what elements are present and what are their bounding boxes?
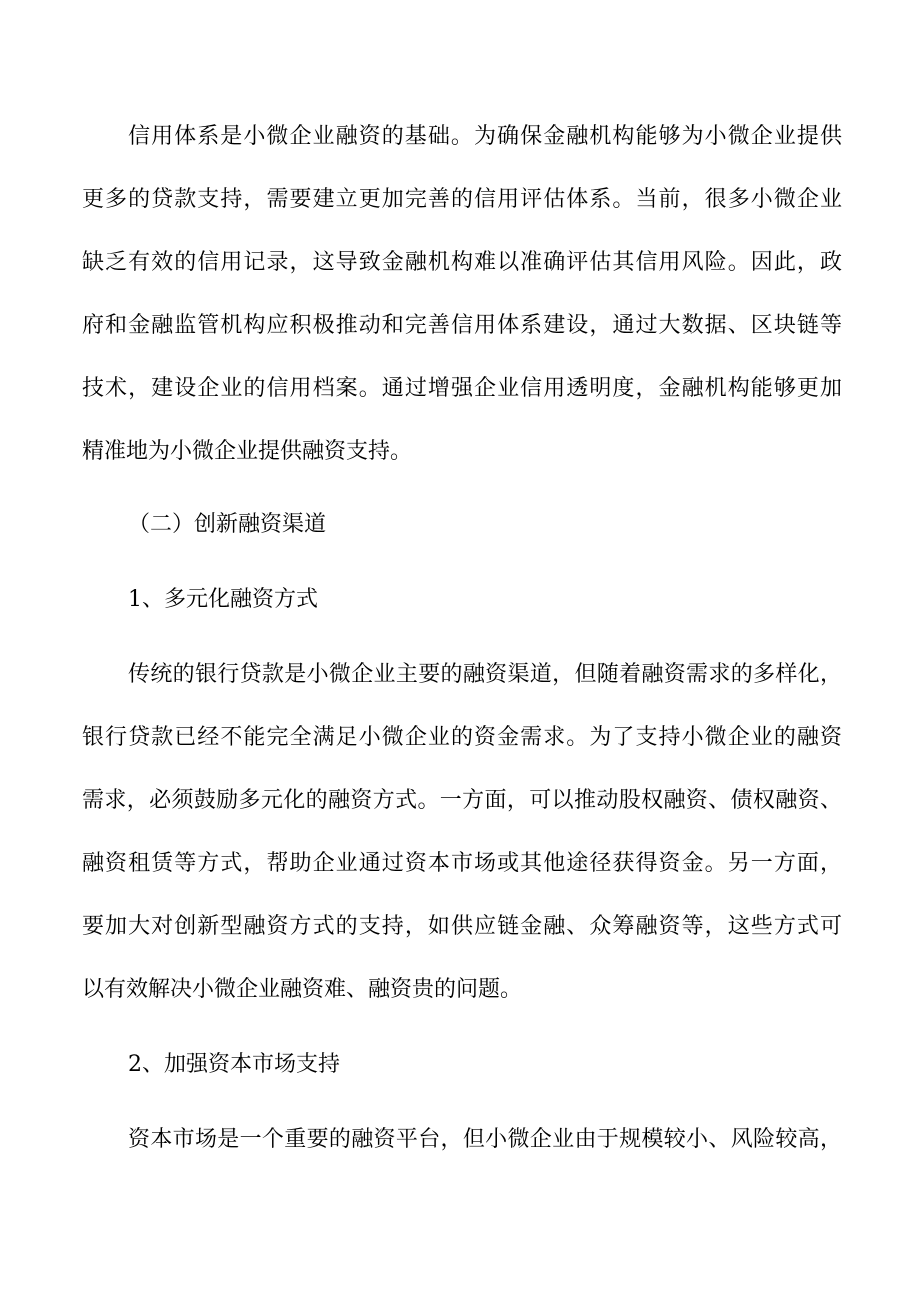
paragraph-1-line-3: 缺乏有效的信用记录，这导致金融机构难以准确评估其信用风险。因此，政 (82, 250, 842, 275)
paragraph-2-line-4: 融资租赁等方式，帮助企业通过资本市场或其他途径获得资金。另一方面， (82, 851, 842, 876)
paragraph-1-line-1: 信用体系是小微企业融资的基础。为确保金融机构能够为小微企业提供 (128, 124, 842, 149)
subheading-2: 2、加强资本市场支持 (128, 1052, 340, 1077)
section-heading: （二）创新融资渠道 (128, 512, 327, 537)
subheading-1: 1、多元化融资方式 (128, 587, 318, 612)
paragraph-2-line-2: 银行贷款已经不能完全满足小微企业的资金需求。为了支持小微企业的融资 (82, 725, 842, 750)
paragraph-2-line-5: 要加大对创新型融资方式的支持，如供应链金融、众筹融资等，这些方式可 (82, 914, 842, 939)
paragraph-3-line-1: 资本市场是一个重要的融资平台，但小微企业由于规模较小、风险较高， (128, 1127, 842, 1152)
paragraph-1-line-4: 府和金融监管机构应积极推动和完善信用体系建设，通过大数据、区块链等 (82, 313, 842, 338)
paragraph-1-line-6: 精准地为小微企业提供融资支持。 (82, 439, 413, 464)
paragraph-2-line-6: 以有效解决小微企业融资难、融资贵的问题。 (82, 977, 523, 1002)
paragraph-1-line-5: 技术，建设企业的信用档案。通过增强企业信用透明度，金融机构能够更加 (82, 376, 842, 401)
paragraph-2-line-3: 需求，必须鼓励多元化的融资方式。一方面，可以推动股权融资、债权融资、 (82, 788, 842, 813)
paragraph-1-line-2: 更多的贷款支持，需要建立更加完善的信用评估体系。当前，很多小微企业 (82, 187, 842, 212)
paragraph-2-line-1: 传统的银行贷款是小微企业主要的融资渠道，但随着融资需求的多样化， (128, 662, 842, 687)
